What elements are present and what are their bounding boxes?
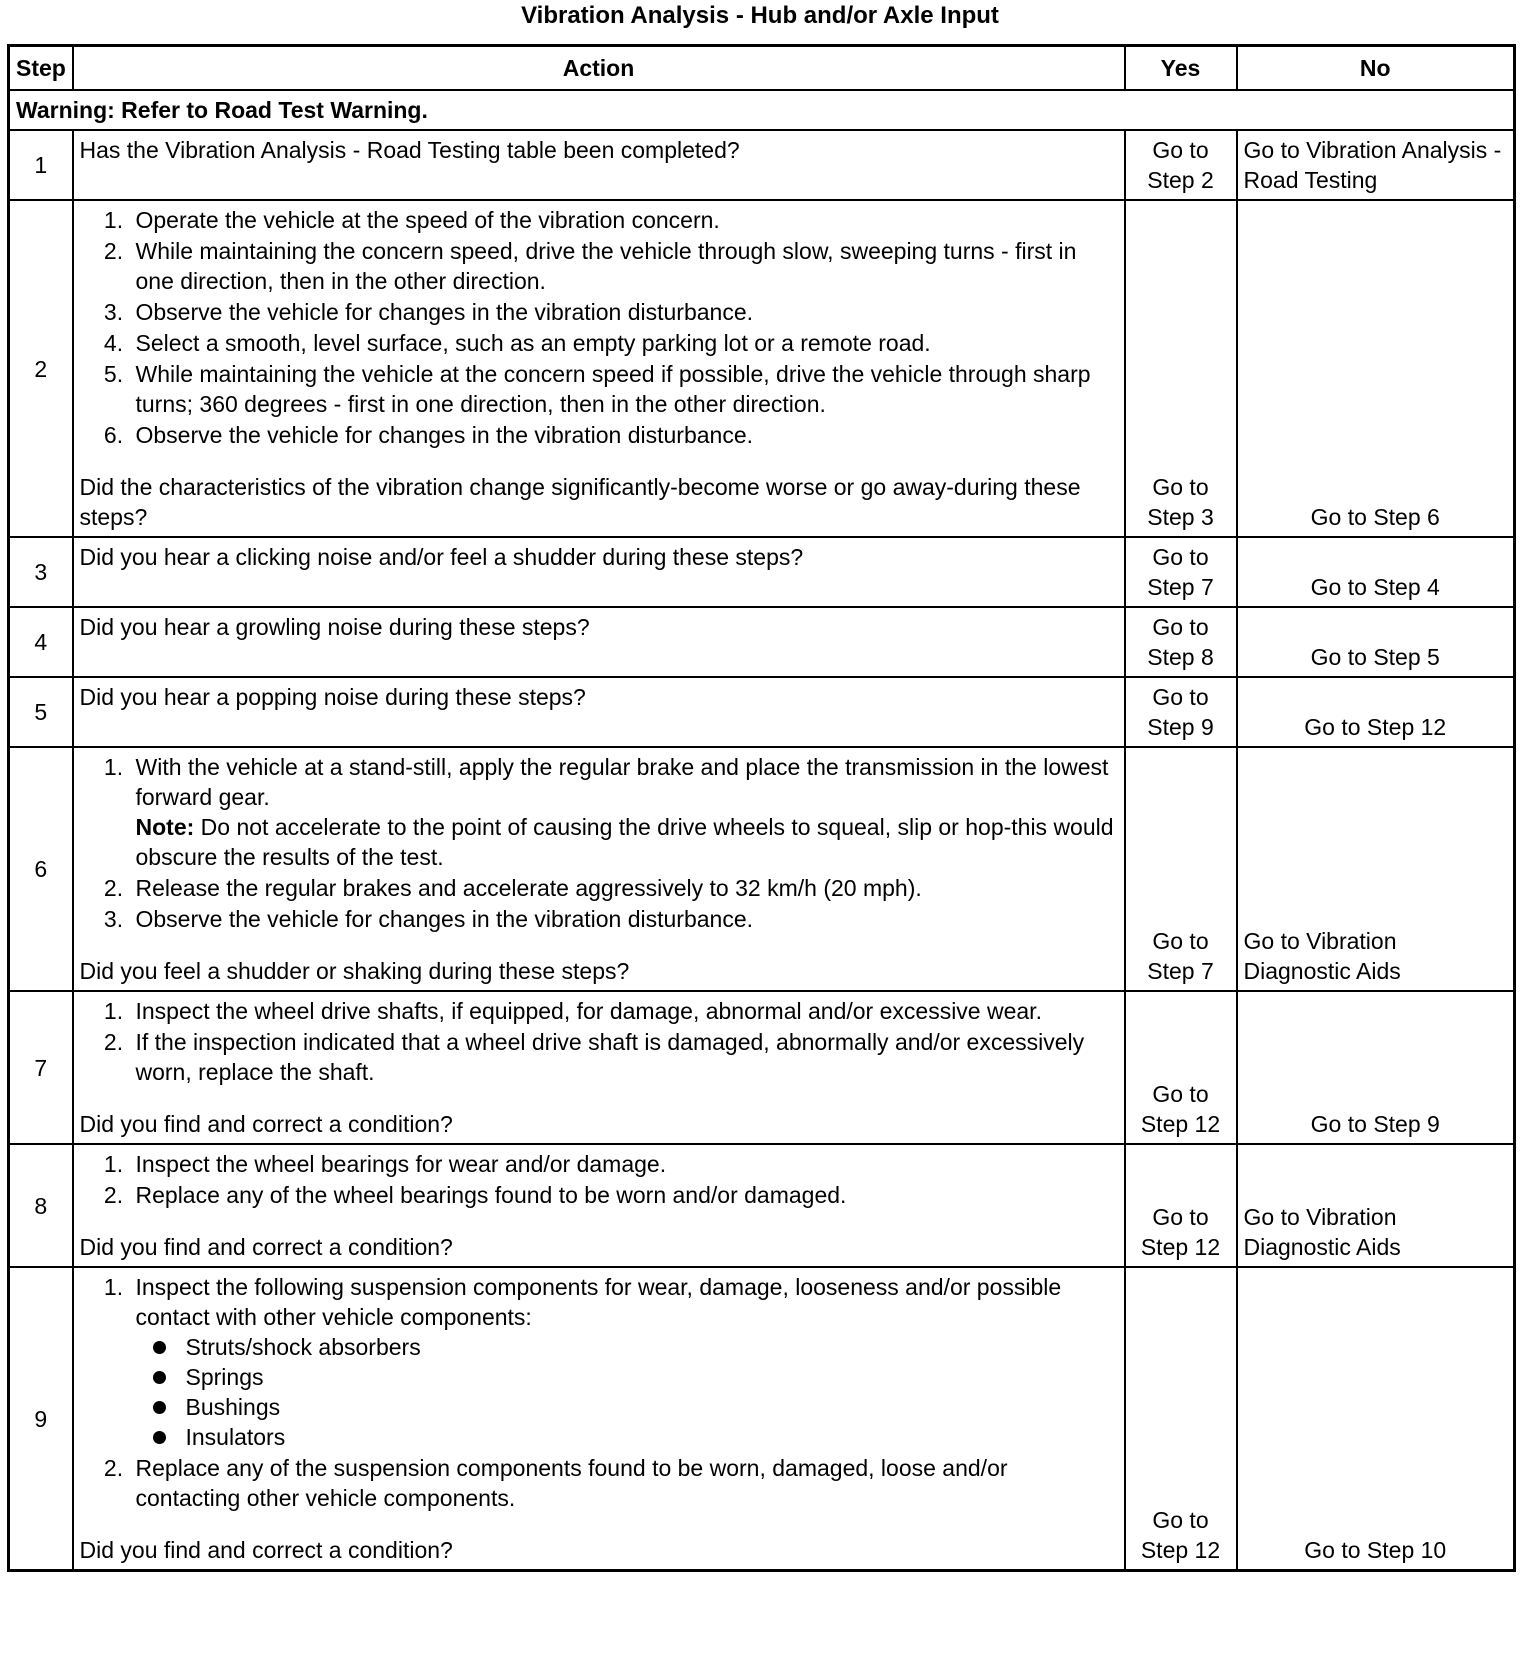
step-list: [80, 752, 1118, 934]
table-row: [9, 537, 1515, 607]
step-question: Has the Vibration Analysis - Road Testing table been completed?: [79, 137, 740, 163]
step-list: [80, 1272, 1118, 1513]
no-cell: Go to Vibration Diagnostic Aids: [1237, 747, 1515, 991]
action-cell: [73, 130, 1125, 200]
action-cell: [73, 607, 1125, 677]
step-number: 9: [9, 1267, 73, 1571]
yes-cell: Go to Step 3: [1125, 200, 1237, 537]
action-cell: [73, 677, 1125, 747]
step-list: [80, 205, 1118, 450]
list-item: 3. Observe the vehicle for changes in the vibration disturbance.: [130, 904, 1118, 934]
step-number: 1: [9, 130, 73, 200]
note: [136, 812, 1118, 872]
list-item: 2. Release the regular brakes and accelerate aggressively to 32 km/h (20 mph).: [130, 873, 1118, 903]
list-item: 6. Observe the vehicle for changes in the vibration disturbance.: [130, 420, 1118, 450]
step-number: 5: [9, 677, 73, 747]
yes-cell: Go to Step 12: [1125, 991, 1237, 1144]
header-action: Action: [73, 46, 1125, 91]
no-cell: Go to Step 9: [1237, 991, 1515, 1144]
list-item: 2. If the inspection indicated that a wheel drive shaft is damaged, abnormally and/or excessively worn, replace the shaft.: [130, 1027, 1118, 1087]
step-number: 7: [9, 991, 73, 1144]
step-question: Did you find and correct a condition?: [79, 1234, 453, 1260]
step-question: Did you hear a clicking noise and/or feel a shudder during these steps?: [79, 544, 804, 570]
list-item-text: With the vehicle at a stand-still, apply the regular brake and place the transmission in the lowest forward gear.: [135, 754, 1109, 810]
bullet-item: Bushings: [186, 1392, 1118, 1422]
step-question: Did you feel a shudder or shaking during these steps?: [79, 958, 630, 984]
yes-cell: Go to Step 12: [1125, 1144, 1237, 1267]
step-number: 8: [9, 1144, 73, 1267]
step-question: Did you find and correct a condition?: [79, 1111, 453, 1137]
step-list: [80, 1149, 1118, 1210]
header-no: No: [1237, 46, 1515, 91]
list-item: 2. Replace any of the suspension components found to be worn, damaged, loose and/or contacting other vehicle components.: [130, 1453, 1118, 1513]
action-cell: [73, 991, 1125, 1144]
list-item: 5. While maintaining the vehicle at the concern speed if possible, drive the vehicle through sharp turns; 360 degrees - first in one direction, then in the other direction.: [130, 359, 1118, 419]
step-number: 2: [9, 200, 73, 537]
yes-cell: Go to Step 7: [1125, 537, 1237, 607]
note-label: Note:: [135, 814, 195, 840]
no-cell: Go to Vibration Diagnostic Aids: [1237, 1144, 1515, 1267]
diagnostic-table: [7, 44, 1516, 1572]
action-cell: [73, 200, 1125, 537]
note-text: Do not accelerate to the point of causing the drive wheels to squeal, slip or hop-this would obscure the results of the test.: [135, 814, 1114, 870]
step-question: Did you find and correct a condition?: [79, 1537, 453, 1563]
road-test-warning: Warning: Refer to Road Test Warning.: [9, 90, 1515, 130]
list-item: [130, 1272, 1118, 1452]
table-row: [9, 130, 1515, 200]
no-cell: Go to Step 10: [1237, 1267, 1515, 1571]
list-item-text: Inspect the following suspension components for wear, damage, looseness and/or possible contact with other vehicle components:: [135, 1274, 1062, 1330]
step-number: 4: [9, 607, 73, 677]
action-cell: [73, 1144, 1125, 1267]
action-cell: [73, 1267, 1125, 1571]
list-item: 1. Operate the vehicle at the speed of the vibration concern.: [130, 205, 1118, 235]
yes-cell: Go to Step 2: [1125, 130, 1237, 200]
action-cell: [73, 747, 1125, 991]
step-question: Did you hear a growling noise during these steps?: [79, 614, 590, 640]
no-cell: Go to Step 12: [1237, 677, 1515, 747]
bullet-item: Struts/shock absorbers: [186, 1332, 1118, 1362]
component-list: [136, 1332, 1118, 1452]
table-header-row: [9, 46, 1515, 91]
step-number: 6: [9, 747, 73, 991]
page-title: Vibration Analysis - Hub and/or Axle Input: [521, 2, 999, 29]
step-question: Did you hear a popping noise during these steps?: [79, 684, 586, 710]
list-item: 1. Inspect the wheel drive shafts, if equipped, for damage, abnormal and/or excessive wear.: [130, 996, 1118, 1026]
list-item: [130, 752, 1118, 872]
yes-cell: Go to Step 9: [1125, 677, 1237, 747]
no-cell: Go to Step 6: [1237, 200, 1515, 537]
no-cell: Go to Step 4: [1237, 537, 1515, 607]
list-item: 1. Inspect the wheel bearings for wear and/or damage.: [130, 1149, 1118, 1179]
table-row: [9, 747, 1515, 991]
yes-cell: Go to Step 7: [1125, 747, 1237, 991]
header-yes: Yes: [1125, 46, 1237, 91]
list-item: 4. Select a smooth, level surface, such as an empty parking lot or a remote road.: [130, 328, 1118, 358]
warning-row: [9, 90, 1515, 130]
action-cell: [73, 537, 1125, 607]
step-question: Did the characteristics of the vibration change significantly-become worse or go away-during these steps?: [79, 474, 1081, 530]
no-cell: Go to Step 5: [1237, 607, 1515, 677]
yes-cell: Go to Step 8: [1125, 607, 1237, 677]
header-step: Step: [9, 46, 73, 91]
yes-cell: Go to Step 12: [1125, 1267, 1237, 1571]
list-item: 3. Observe the vehicle for changes in the vibration disturbance.: [130, 297, 1118, 327]
table-row: [9, 991, 1515, 1144]
table-row: [9, 677, 1515, 747]
no-cell: Go to Vibration Analysis - Road Testing: [1237, 130, 1515, 200]
table-row: [9, 607, 1515, 677]
table-row: [9, 1267, 1515, 1571]
bullet-item: Insulators: [186, 1422, 1118, 1452]
bullet-item: Springs: [186, 1362, 1118, 1392]
step-number: 3: [9, 537, 73, 607]
step-list: [80, 996, 1118, 1087]
list-item: 2. Replace any of the wheel bearings found to be worn and/or damaged.: [130, 1180, 1118, 1210]
list-item: 2. While maintaining the concern speed, drive the vehicle through slow, sweeping turns - first in one direction, then in the other direction.: [130, 236, 1118, 296]
table-row: [9, 200, 1515, 537]
table-row: [9, 1144, 1515, 1267]
